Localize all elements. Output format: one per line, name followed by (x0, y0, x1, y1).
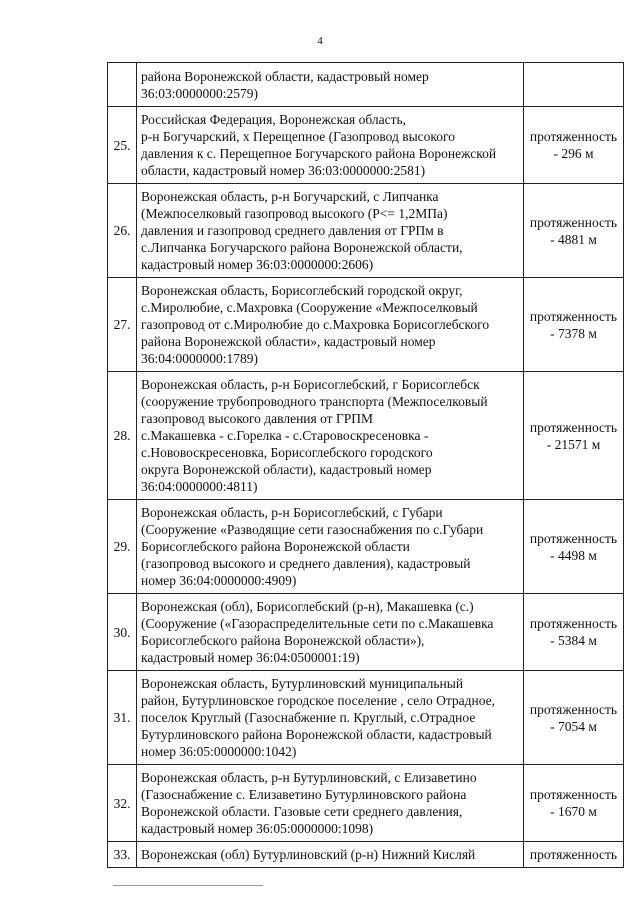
description-line: (Сооружение «Разводящие сети газоснабжения по с.Губари (141, 522, 484, 537)
description-line: Бутурлиновского района Воронежской области, кадастровый (141, 727, 492, 742)
description-line: Российская Федерация, Воронежская область, (141, 112, 407, 127)
length-label: протяженность (529, 214, 618, 230)
length-label: протяженность (529, 787, 618, 802)
length-value: - 1670 м (550, 804, 597, 819)
row-number: 29. (108, 500, 137, 594)
table-row (108, 500, 624, 594)
description-line: (сооружение трубопроводного транспорта (Межпоселковый (141, 394, 488, 409)
description-line: области, кадастровый номер 36:03:0000000:2581) (141, 163, 426, 178)
length-cell (524, 765, 624, 842)
row-number: 31. (108, 671, 137, 765)
length-value: - 7054 м (550, 718, 597, 734)
description-line: номер 36:04:0000000:4909) (141, 573, 297, 588)
table-row (108, 107, 624, 184)
description-line: Борисоглебского района Воронежской области»), (141, 633, 425, 648)
description-line: Воронежская область, Борисоглебский городской округ, (141, 283, 463, 298)
length-value: - 4881 м (550, 231, 597, 247)
description-line: номер 36:05:0000000:1042) (141, 744, 297, 759)
description-line: район, Бутурлиновское городское поселение , село Отрадное, (141, 693, 496, 708)
row-number: 25. (108, 107, 137, 184)
length-label: протяженность (529, 129, 618, 144)
description-line: 36:04:0000000:4811) (141, 479, 258, 494)
table-row (108, 372, 624, 500)
description-line: Воронежская область, р-н Бутурлиновский, с Елизаветино (141, 770, 477, 785)
description-line: Воронежская (обл), Борисоглебский (р-н), Макашевка (с.) (141, 599, 474, 614)
description-line: поселок Круглый (Газоснабжение п. Круглый, с.Отрадное (141, 710, 476, 725)
description-line: кадастровый номер 36:05:0000000:1098) (141, 821, 374, 836)
length-cell (524, 500, 624, 594)
length-cell (524, 372, 624, 500)
object-description (137, 184, 524, 278)
row-number: 32. (108, 765, 137, 842)
length-value: - 4498 м (550, 547, 597, 563)
length-label: протяженность (529, 847, 618, 862)
length-label: протяженность (529, 419, 618, 435)
length-cell (524, 278, 624, 372)
description-line: (газопровод высокого и среднего давления), кадастровый (141, 556, 471, 571)
length-cell (524, 842, 624, 868)
description-line: Воронежская область, р-н Борисоглебский, с Губари (141, 505, 443, 520)
length-label: протяженность (529, 616, 618, 631)
object-description (137, 594, 524, 671)
description-line: кадастровый номер 36:04:0500001:19) (141, 650, 360, 665)
row-number: 30. (108, 594, 137, 671)
object-description (137, 671, 524, 765)
row-number: 27. (108, 278, 137, 372)
table-row (108, 594, 624, 671)
table-row (108, 184, 624, 278)
description-line: 36:04:0000000:1789) (141, 351, 258, 366)
description-line: (Межпоселковый газопровод высокого (Р<= 1,2МПа) (141, 206, 448, 221)
row-number: 26. (108, 184, 137, 278)
description-line: (Газоснабжение с. Елизаветино Бутурлиновского района (141, 787, 467, 802)
length-cell (524, 63, 624, 107)
table-row (108, 765, 624, 842)
object-description (137, 63, 524, 107)
object-description (137, 500, 524, 594)
table-row (108, 671, 624, 765)
description-line: с.Макашевка - с.Горелка - с.Старовоскресеновка - (141, 428, 429, 443)
object-description (137, 278, 524, 372)
length-label: протяженность (529, 530, 618, 546)
object-description (137, 107, 524, 184)
description-line: района Воронежской области», кадастровый номер (141, 334, 436, 349)
description-line: газопровод высокого давления от ГРПМ (141, 411, 374, 426)
description-line: Воронежской области. Газовые сети среднего давления, (141, 804, 463, 819)
description-line: кадастровый номер 36:03:0000000:2606) (141, 257, 374, 272)
description-line: давления к с. Перещепное Богучарского района Воронежской (141, 146, 497, 161)
description-line: Воронежская область, р-н Борисоглебский, г Борисоглебск (141, 377, 480, 392)
table-row (108, 842, 624, 868)
description-line: с.Миролюбие, с.Махровка (Сооружение «Межпоселковый (141, 300, 478, 315)
length-cell (524, 671, 624, 765)
length-label: протяженность (529, 701, 618, 717)
page-number: 4 (317, 35, 323, 47)
description-line: давления и газопровод среднего давления от ГРПм в (141, 223, 444, 238)
length-label: протяженность (529, 308, 618, 324)
length-cell (524, 107, 624, 184)
length-value: - 296 м (553, 146, 594, 161)
description-line: газопровод от с.Миролюбие до с.Махровка Борисоглебского (141, 317, 490, 332)
length-cell (524, 184, 624, 278)
object-description (137, 842, 524, 868)
row-number: 28. (108, 372, 137, 500)
description-line: Воронежская область, Бутурлиновский муниципальный (141, 676, 464, 691)
table-row (108, 278, 624, 372)
length-value: - 7378 м (550, 325, 597, 341)
footer-divider (113, 885, 263, 886)
length-value: - 21571 м (546, 436, 601, 452)
row-number (108, 63, 137, 107)
description-line: района Воронежской области, кадастровый номер (141, 68, 429, 84)
row-number: 33. (108, 842, 137, 868)
description-line: с.Нововоскресеновка, Борисоглебского городского (141, 445, 433, 460)
property-table (107, 62, 624, 868)
description-line: р-н Богучарский, х Перещепное (Газопровод высокого (141, 129, 455, 144)
description-line: с.Липчанка Богучарского района Воронежской области, (141, 240, 463, 255)
description-line: Воронежская область, р-н Богучарский, с Липчанка (141, 189, 439, 204)
description-line: Борисоглебского района Воронежской области (141, 539, 410, 554)
description-line: Воронежская (обл) Бутурлиновский (р-н) Нижний Кисляй (141, 847, 476, 862)
description-line: 36:03:0000000:2579) (141, 85, 258, 101)
description-line: округа Воронежской области), кадастровый номер (141, 462, 432, 477)
object-description (137, 765, 524, 842)
length-value: - 5384 м (550, 633, 597, 648)
table-row (108, 63, 624, 107)
description-line: (Сооружение («Газораспределительные сети по с.Макашевка (141, 616, 494, 631)
object-description (137, 372, 524, 500)
length-cell (524, 594, 624, 671)
